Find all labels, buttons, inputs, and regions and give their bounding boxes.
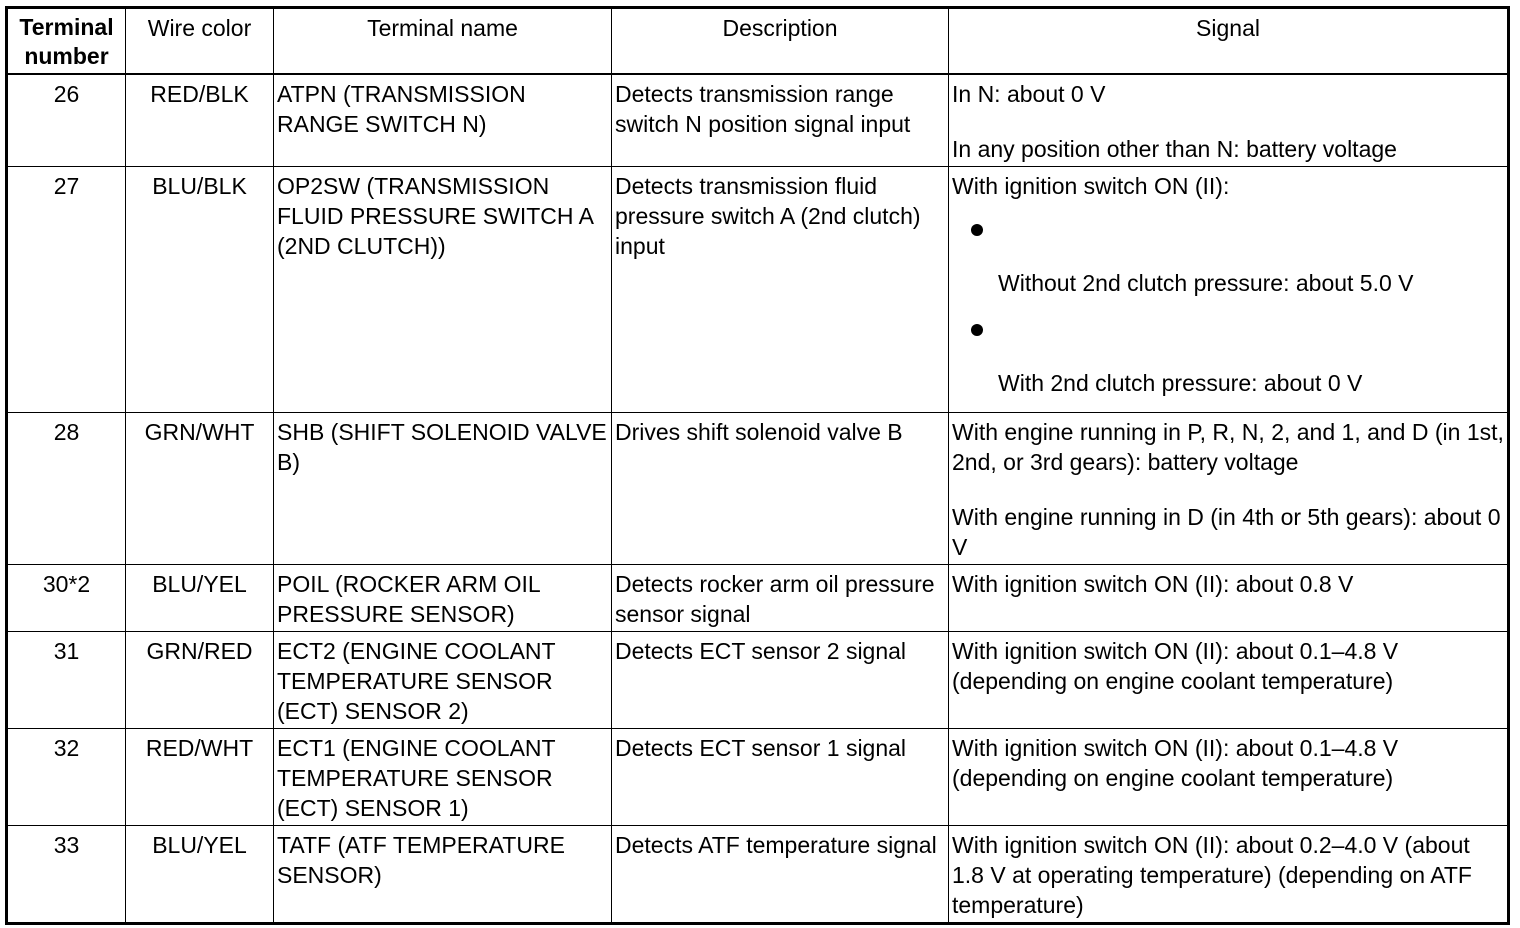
terminal-name-cell: TATF (ATF TEMPERATURE SENSOR) bbox=[274, 826, 612, 924]
wire-color-cell: GRN/RED bbox=[126, 632, 274, 729]
signal-cell bbox=[949, 729, 1509, 826]
terminal-name-cell: ATPN (TRANSMISSION RANGE SWITCH N) bbox=[274, 74, 612, 167]
description-cell: Detects transmission range switch N position signal input bbox=[612, 74, 949, 167]
wire-color-cell: BLU/BLK bbox=[126, 167, 274, 413]
signal-cell bbox=[949, 826, 1509, 924]
signal-line: With ignition switch ON (II): about 0.1–4.8 V (depending on engine coolant temperature) bbox=[952, 735, 1399, 791]
table-row bbox=[7, 565, 1509, 632]
header-signal bbox=[949, 8, 1509, 75]
description-cell: Detects ECT sensor 2 signal bbox=[612, 632, 949, 729]
wire-color-cell: RED/WHT bbox=[126, 729, 274, 826]
signal-line: In any position other than N: battery voltage bbox=[952, 136, 1397, 162]
signal-line: With ignition switch ON (II): about 0.1–4.8 V (depending on engine coolant temperature) bbox=[952, 638, 1399, 694]
signal-cell bbox=[949, 413, 1509, 565]
terminal-name-cell: POIL (ROCKER ARM OIL PRESSURE SENSOR) bbox=[274, 565, 612, 632]
terminal-number-cell: 30*2 bbox=[7, 565, 126, 632]
terminal-table bbox=[5, 6, 1510, 925]
description-cell: Detects transmission fluid pressure switch A (2nd clutch) input bbox=[612, 167, 949, 413]
bullet-icon bbox=[971, 224, 983, 236]
header-terminal-number-label: Terminal number bbox=[19, 14, 114, 69]
table-header-row bbox=[7, 8, 1509, 75]
signal-cell bbox=[949, 632, 1509, 729]
description-cell: Detects ATF temperature signal bbox=[612, 826, 949, 924]
description-cell: Drives shift solenoid valve B bbox=[612, 413, 949, 565]
wire-color-cell: GRN/WHT bbox=[126, 413, 274, 565]
terminal-name-cell: OP2SW (TRANSMISSION FLUID PRESSURE SWITCH A (2ND CLUTCH)) bbox=[274, 167, 612, 413]
terminal-number-cell: 31 bbox=[7, 632, 126, 729]
description-cell: Detects rocker arm oil pressure sensor signal bbox=[612, 565, 949, 632]
table-row bbox=[7, 167, 1509, 413]
header-wire-color-label: Wire color bbox=[147, 15, 252, 41]
signal-cell bbox=[949, 74, 1509, 167]
header-wire-color bbox=[126, 8, 274, 75]
header-description-label: Description bbox=[722, 15, 838, 41]
signal-line: With ignition switch ON (II): about 0.8 V bbox=[952, 571, 1354, 597]
bullet-item bbox=[952, 324, 1504, 398]
terminal-number-cell: 33 bbox=[7, 826, 126, 924]
terminal-number-cell: 27 bbox=[7, 167, 126, 413]
signal-line: With ignition switch ON (II): bbox=[952, 173, 1230, 199]
terminal-number-cell: 26 bbox=[7, 74, 126, 167]
terminal-name-cell: ECT1 (ENGINE COOLANT TEMPERATURE SENSOR (ECT) SENSOR 1) bbox=[274, 729, 612, 826]
signal-line: In N: about 0 V bbox=[952, 81, 1106, 107]
description-cell: Detects ECT sensor 1 signal bbox=[612, 729, 949, 826]
bullet-text: With 2nd clutch pressure: about 0 V bbox=[998, 370, 1363, 396]
signal-line: With ignition switch ON (II): about 0.2–4.0 V (about 1.8 V at operating temperature) (depending on ATF temperature) bbox=[952, 832, 1472, 918]
table-row bbox=[7, 826, 1509, 924]
header-terminal-name bbox=[274, 8, 612, 75]
table-row bbox=[7, 413, 1509, 565]
bullet-icon bbox=[971, 324, 983, 336]
terminal-number-cell: 28 bbox=[7, 413, 126, 565]
bullet-item bbox=[952, 224, 1504, 298]
table-row bbox=[7, 729, 1509, 826]
bullet-text: Without 2nd clutch pressure: about 5.0 V bbox=[998, 270, 1414, 296]
signal-line: With engine running in P, R, N, 2, and 1, and D (in 1st, 2nd, or 3rd gears): battery voltage bbox=[952, 419, 1504, 475]
signal-cell bbox=[949, 565, 1509, 632]
wire-color-cell: BLU/YEL bbox=[126, 826, 274, 924]
table-row bbox=[7, 74, 1509, 167]
header-terminal-number bbox=[7, 8, 126, 75]
terminal-number-cell: 32 bbox=[7, 729, 126, 826]
table-row bbox=[7, 632, 1509, 729]
wire-color-cell: RED/BLK bbox=[126, 74, 274, 167]
header-signal-label: Signal bbox=[1196, 15, 1260, 41]
terminal-name-cell: ECT2 (ENGINE COOLANT TEMPERATURE SENSOR (ECT) SENSOR 2) bbox=[274, 632, 612, 729]
signal-line: With engine running in D (in 4th or 5th gears): about 0 V bbox=[952, 504, 1501, 560]
header-description bbox=[612, 8, 949, 75]
terminal-name-cell: SHB (SHIFT SOLENOID VALVE B) bbox=[274, 413, 612, 565]
header-terminal-name-label: Terminal name bbox=[367, 15, 518, 41]
signal-cell bbox=[949, 167, 1509, 413]
wire-color-cell: BLU/YEL bbox=[126, 565, 274, 632]
